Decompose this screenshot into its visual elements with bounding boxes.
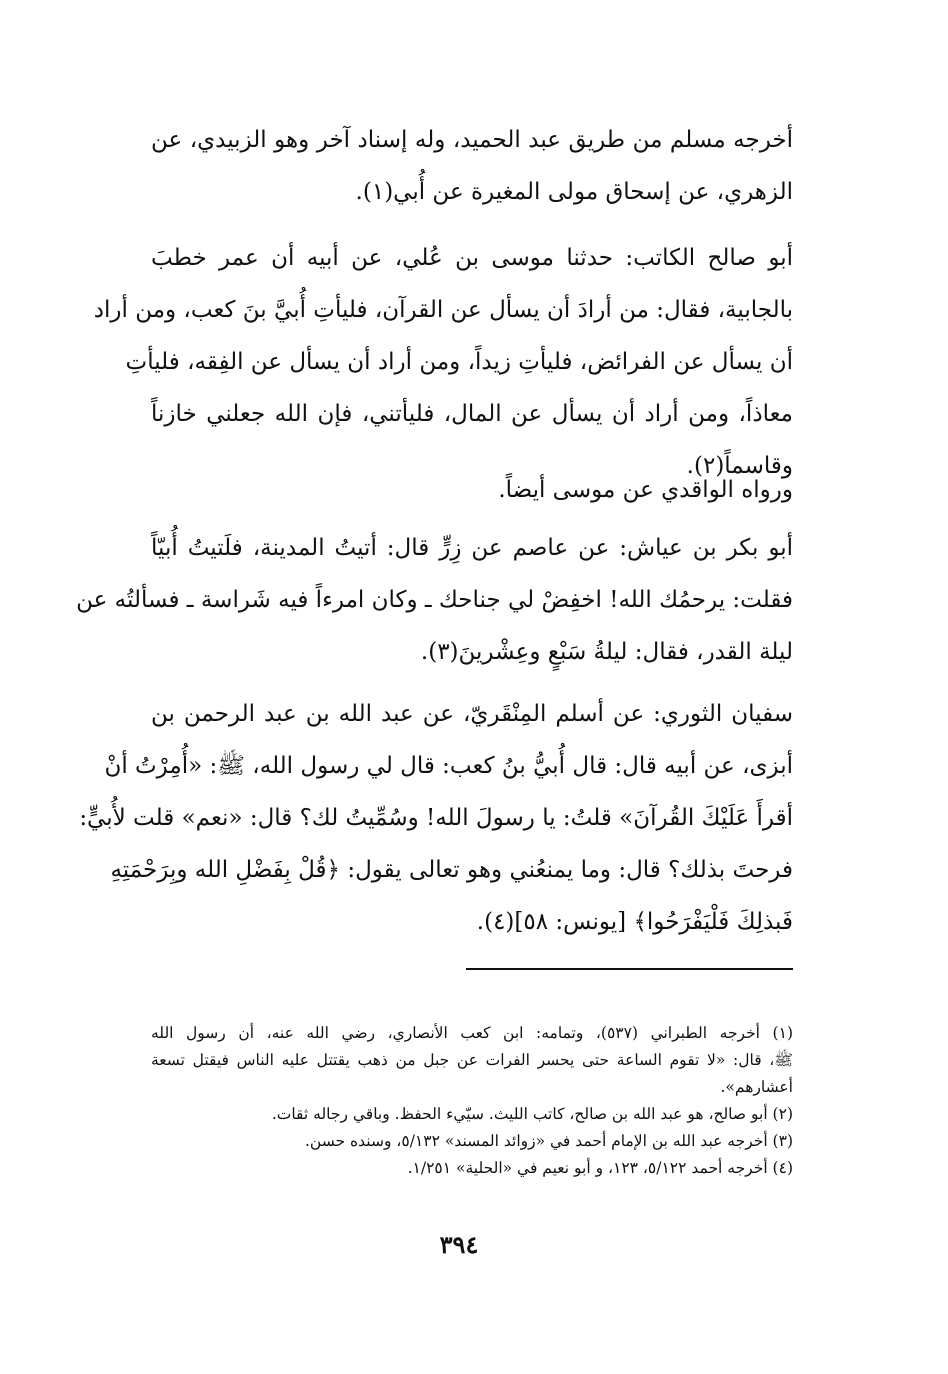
footnote-separator [466,968,793,970]
text-line: بالجابية، فقال: من أرادَ أن يسأل عن القرآن، فليأتِ أُبيَّ بنَ كعب، ومن أراد [93,297,793,323]
page-number: ٣٩٤ [439,1230,479,1259]
text-line: أخرجه مسلم من طريق عبد الحميد، وله إسناد آخر وهو الزبيدي، عن [151,127,793,153]
footnote-line: (٢) أبو صالح، هو عبد الله بن صالح، كاتب الليث. سيّيء الحفظ. وباقي رجاله ثقات. [271,1105,793,1123]
footnote-line: أعشارهم». [720,1078,793,1096]
footnote-line: ﷺ، قال: «لا تقوم الساعة حتى يحسر الفرات عن جبل من ذهب يقتتل عليه الناس فيقتل تسعة [151,1051,793,1069]
text-line: أقرأَ عَلَيْكَ القُرآنَ» قلتُ: يا رسولَ الله! وسُمِّيتُ لك؟ قال: «نعم» قلت لأُبيٍّ: [79,805,793,831]
text-line: أن يسأل عن الفرائض، فليأتِ زيداً، ومن أراد أن يسأل عن الفِقه، فليأتِ [125,349,793,375]
footnote-line: (٤) أخرجه أحمد ٥/١٢٢، ١٢٣، و أبو نعيم في «الحلية» ١/٢٥١. [407,1159,793,1177]
paragraph-4 [76,522,793,678]
text-line: فَبذلِكَ فَلْيَفْرَحُوا﴾ [يونس: ٥٨](٤). [476,909,793,935]
text-line: فرحتَ بذلك؟ قال: وما يمنعُني وهو تعالى يقول: ﴿قُلْ بِفَضْلِ الله وبِرَحْمَتِهِ [110,857,793,883]
text-line: ورواه الواقدي عن موسى أيضاً. [498,477,793,503]
text-line: فقلت: يرحمُك الله! اخفِضْ لي جناحك ـ وكان امرءاً فيه شَراسة ـ فسألتُه عن [76,587,793,613]
footnote-line: (١) أخرجه الطبراني (٥٣٧)، وتمامه: ابن كعب الأنصاري، رضي الله عنه، أن رسول الله [151,1024,793,1042]
text-line: أبو صالح الكاتب: حدثنا موسى بن عُلي، عن أبيه أن عمر خطبَ [151,245,793,271]
text-line: الزهري، عن إسحاق مولى المغيرة عن أُبي(١). [355,179,793,205]
text-line: أبو بكر بن عياش: عن عاصم عن زِرٍّ قال: أتيتُ المدينة، فلَتيتُ أُبيّاً [151,535,793,561]
text-line: وقاسماً(٢). [686,453,793,479]
paragraph-5 [79,688,793,948]
footnotes [151,1020,793,1182]
paragraph-1 [151,114,793,218]
text-line: سفيان الثوري: عن أسلم المِنْقَريّ، عن عبد الله بن عبد الرحمن بن [151,701,793,727]
text-line: أبزى، عن أبيه قال: قال أُبيُّ بنُ كعب: قال لي رسول الله، ﷺ: «أُمِرْتُ أنْ [104,753,793,779]
footnote-line: (٣) أخرجه عبد الله بن الإمام أحمد في «زوائد المسند» ٥/١٣٢، وسنده حسن. [304,1132,793,1150]
paragraph-3 [151,464,793,516]
text-line: ليلة القدر، فقال: ليلةُ سَبْعٍ وعِشْرينَ(٣). [420,639,793,665]
paragraph-2 [93,232,793,492]
text-line: معاذاً، ومن أراد أن يسأل عن المال، فليأتني، فإن الله جعلني خازناً [151,401,793,427]
